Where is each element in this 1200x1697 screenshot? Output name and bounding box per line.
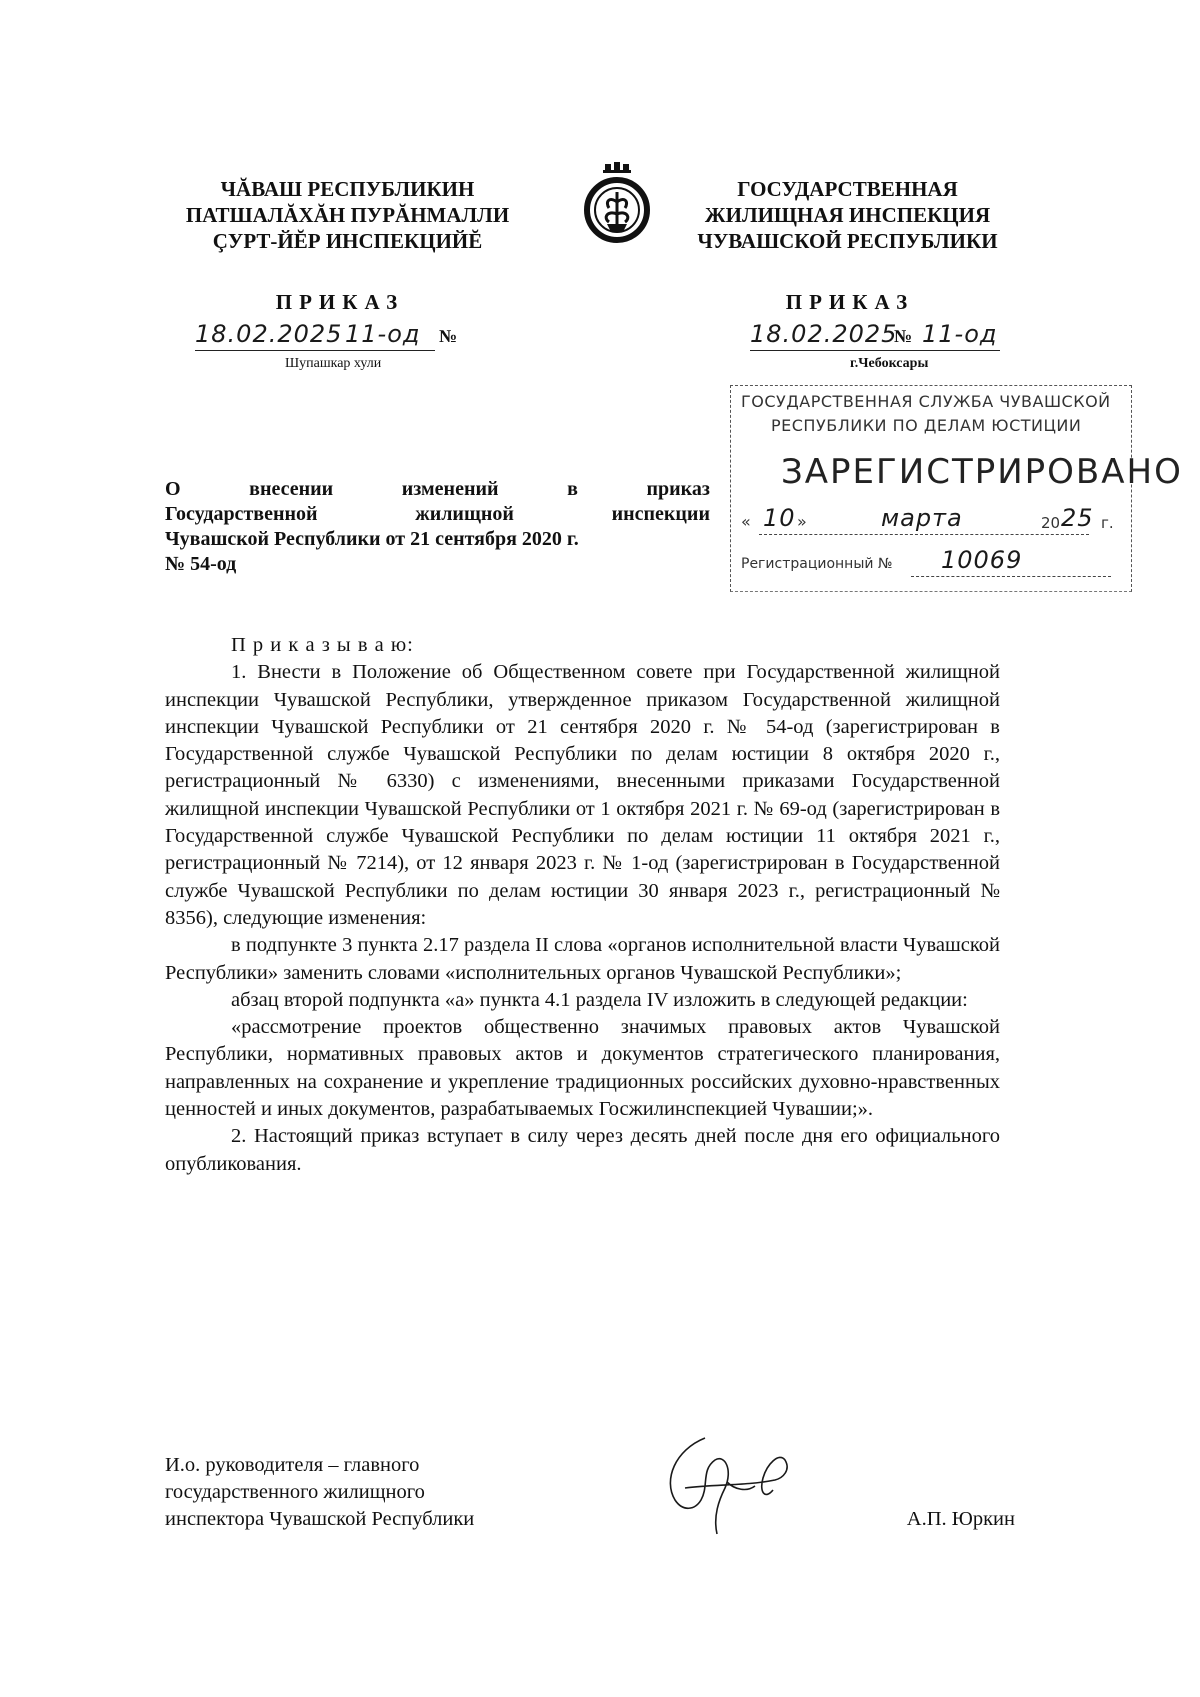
subject-word: приказ bbox=[646, 478, 710, 500]
right-city: г.Чебоксары bbox=[850, 356, 929, 371]
stamp-registered: ЗАРЕГИСТРИРОВАНО bbox=[781, 452, 1183, 492]
stamp-year-hand: 25 bbox=[1061, 504, 1094, 532]
handwritten-signature bbox=[655, 1430, 815, 1540]
stamp-open-quote: « bbox=[741, 512, 751, 531]
left-no-sign: № bbox=[439, 326, 458, 346]
subject-word: инспекции bbox=[611, 503, 710, 525]
left-date-hand: 18.02.2025 bbox=[195, 320, 343, 348]
order-paragraph-2: в подпункте 3 пункта 2.17 раздела II слова «органов исполнительной власти Чувашской Республики» заменить словами «исполнительных органов Чувашской Республики»; bbox=[165, 934, 1000, 984]
subject-word: изменений bbox=[401, 478, 499, 500]
signatory-title-line1: И.о. руководителя – главного bbox=[165, 1454, 420, 1476]
stamp-reg-number-hand: 10069 bbox=[941, 546, 1023, 574]
right-order-title: ПРИКАЗ bbox=[785, 290, 915, 314]
subject-line3: Чувашской Республики от 21 сентября 2020 г. bbox=[165, 528, 579, 550]
stamp-close-quote: » bbox=[797, 512, 807, 531]
left-number-hand: 11-од bbox=[345, 320, 421, 348]
signatory-name: А.П. Юркин bbox=[906, 1508, 1015, 1530]
order-body bbox=[165, 632, 1000, 1178]
subject-word: внесении bbox=[249, 478, 334, 500]
signatory-title-line2: государственного жилищного bbox=[165, 1481, 425, 1503]
order-subject bbox=[165, 477, 710, 577]
right-header bbox=[670, 176, 1025, 254]
right-date-hand: 18.02.2025 bbox=[750, 320, 898, 348]
stamp-reg-row bbox=[741, 546, 1121, 580]
order-paragraph-1: 1. Внести в Положение об Общественном совете при Государственной жилищной инспекции Чувашской Республики, утвержденное приказом Государственной жилищной инспекции Чувашской Республики от 21 сентября 2020 г. № 54-од (зарегистрирован в Государственной службе Чувашской Республики по делам юстиции 8 октября 2020 г., регистрационный № 6330) с изменениями, внесенными приказами Государственной жилищной инспекции Чувашской Республики от 1 октября 2021 г. № 69-од (зарегистрирован в Государственной службе Чувашской Республики по делам юстиции 11 октября 2021 г., регистрационный № 7214), от 12 января 2023 г. № 1-од (зарегистрирован в Государственной службе Чувашской Республики по делам юстиции 30 января 2023 г., регистрационный № 8356), следующие изменения: bbox=[165, 661, 1000, 929]
order-intro: П р и к а з ы в а ю: bbox=[231, 634, 414, 656]
order-paragraph-3: абзац второй подпункта «а» пункта 4.1 раздела IV изложить в следующей редакции: bbox=[231, 988, 968, 1011]
right-header-line1: ГОСУДАРСТВЕННАЯ bbox=[737, 177, 958, 201]
subject-word: в bbox=[567, 478, 578, 500]
right-no-sign: № bbox=[894, 326, 913, 346]
left-date-line bbox=[195, 320, 495, 350]
subject-word: Государственной bbox=[165, 503, 318, 525]
stamp-line1: ГОСУДАРСТВЕННАЯ СЛУЖБА ЧУВАШСКОЙ bbox=[741, 392, 1111, 411]
signatory-title bbox=[165, 1452, 585, 1533]
right-header-line3: ЧУВАШСКОЙ РЕСПУБЛИКИ bbox=[697, 229, 998, 253]
right-number-hand: 11-од bbox=[922, 320, 998, 348]
left-order-title: ПРИКАЗ bbox=[275, 290, 405, 314]
signatory-title-line3: инспектора Чувашской Республики bbox=[165, 1508, 475, 1530]
left-header-line2: ПАТШАЛĂХĂН ПУРĂНМАЛЛИ bbox=[185, 203, 510, 227]
subject-line1 bbox=[165, 477, 710, 502]
stamp-date-underline bbox=[759, 534, 1089, 535]
subject-word: жилищной bbox=[415, 503, 514, 525]
order-paragraph-4: «рассмотрение проектов общественно значимых правовых актов Чувашской Республики, нормативных правовых актов и документов стратегического планирования, направленных на сохранение и укрепление традиционных российских духовно-нравственных ценностей и иных документов, разрабатываемых Госжилинспекцией Чувашии;». bbox=[165, 1016, 1000, 1121]
subject-word: О bbox=[165, 478, 181, 500]
right-date-underline bbox=[750, 350, 1000, 351]
left-header-line1: ЧĂВАШ РЕСПУБЛИКИН bbox=[220, 177, 475, 201]
right-date-line bbox=[750, 320, 1050, 350]
left-header-line3: ÇУРТ-ЙĔР ИНСПЕКЦИЙĔ bbox=[212, 229, 483, 253]
left-city: Шупашкар хули bbox=[285, 356, 382, 371]
left-date-underline bbox=[195, 350, 435, 351]
right-header-line2: ЖИЛИЩНАЯ ИНСПЕКЦИЯ bbox=[704, 203, 991, 227]
stamp-day-hand: 10 bbox=[763, 504, 796, 532]
stamp-year-prefix: 20 bbox=[1041, 514, 1061, 532]
order-paragraph-5: 2. Настоящий приказ вступает в силу через десять дней после дня его официального опубликования. bbox=[165, 1125, 1000, 1175]
stamp-line2: РЕСПУБЛИКИ ПО ДЕЛАМ ЮСТИЦИИ bbox=[771, 416, 1082, 435]
subject-line4: № 54-од bbox=[165, 553, 237, 575]
subject-line2 bbox=[165, 502, 710, 527]
stamp-year-suffix: г. bbox=[1101, 514, 1114, 532]
stamp-reg-label: Регистрационный № bbox=[741, 556, 893, 572]
left-header bbox=[165, 176, 530, 254]
registration-stamp bbox=[730, 385, 1183, 592]
stamp-date-row bbox=[741, 504, 1121, 538]
stamp-reg-underline bbox=[911, 576, 1111, 577]
coat-of-arms-icon bbox=[583, 162, 651, 244]
stamp-month-hand: марта bbox=[881, 504, 963, 532]
